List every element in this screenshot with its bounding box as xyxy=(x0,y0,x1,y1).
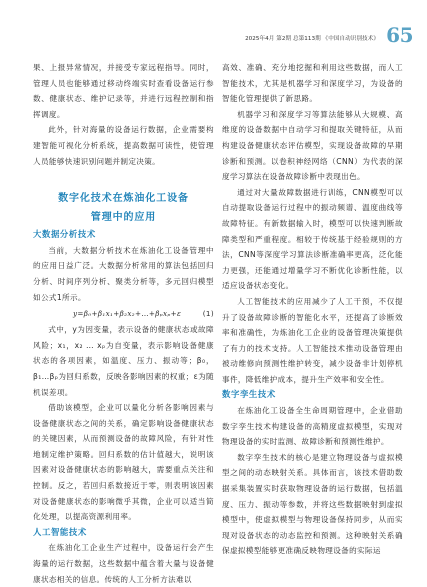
formula-number: (1) xyxy=(202,308,214,318)
formula-expression: y=β₀+β₁x₁+β₂x₂+…+βₚxₚ+ε xyxy=(73,308,182,318)
paragraph: 式中，y为因变量，表示设备的健康状态或故障风险；x₁，x₂ … xₚ为自变量，表示影响设备健康状态的各项因素，如温度、压力、振动等；β₀，β₁…βₚ为回归系数，反映各影响因素的权重；ε为随机误差项。 xyxy=(33,325,214,397)
paragraph: 数字孪生技术的核心是建立物理设备与虚拟模型之间的动态映射关系。具体而言，该技术借助数据采集装置实时获取物理设备的运行数据，包括温度、压力、振动等参数，并将这些数据映射到虚拟模型中，使虚拟模型与物理设备保持同步，从而实现对设备状态的动态监控和预测。这种映射关系确保虚拟模型能够更准确反映物理设备的实际运 xyxy=(222,452,403,556)
regression-formula xyxy=(33,305,214,322)
section-title-digital-twin: 数字孪生技术 xyxy=(222,389,276,400)
article-title xyxy=(33,189,214,227)
paragraph: 机器学习和深度学习等算法能够从大规模、高维度的设备数据中自动学习和提取关键特征，从而构建设备健康状态评估模型，实现设备故障的早期诊断和预测。以卷积神经网络（CNN）为代表的深度学习算法在设备故障诊断中表现出色。 xyxy=(222,109,403,182)
paragraph: 此外，针对海量的设备运行数据，企业需要构建智能可视化分析系统，提高数据可读性，使管理人员能够快速识别问题并制定决策。 xyxy=(33,125,214,166)
paragraph: 高效、准确、充分地挖掘和利用这些数据，而人工智能技术，尤其是机器学习和深度学习，为设备的智能化管理提供了新思路。 xyxy=(222,63,403,104)
section-title-big-data: 大数据分析技术 xyxy=(33,229,96,240)
paragraph: 人工智能技术的应用减少了人工干预，不仅提升了设备故障诊断的智能化水平，还提高了诊断效率和准确性，为炼油化工企业的设备管理决策提供了有力的技术支持。人工智能技术推动设备管理由被动维修向预测性维护转变，减少设备非计划停机事件，降低维护成本，提升生产效率和安全性。 xyxy=(222,296,403,384)
paragraph: 当前，大数据分析技术在炼油化工设备管理中的应用日益广泛。大数据分析常用的算法包括回归分析、时间序列分析、聚类分析等，多元回归模型如公式1所示。 xyxy=(33,245,214,302)
issue-info: 2025年4月 第2期 总第113期 《中国自动识别技术》 xyxy=(245,36,379,42)
paragraph: 借助该模型，企业可以量化分析各影响因素与设备健康状态之间的关系，确定影响设备健康状态的关键因素，从而预测设备的故障风险，有针对性地制定维护策略。回归系数的估计值越大，说明该因素对设备健康状态的影响越大，需要重点关注和控制。反之，若回归系数接近于零，则表明该因素对设备健康状态的影响微乎其微，企业可以适当简化处理，以提高资源利用率。 xyxy=(33,403,214,522)
section-title-ai: 人工智能技术 xyxy=(33,526,87,537)
paragraph: 果、上报异常情况，并接受专家远程指导。同时，管理人员也能够通过移动终端实时查看设备运行参数、健康状态、维护记录等，并进行远程控制和指挥调度。 xyxy=(33,63,214,119)
page-header xyxy=(0,0,427,52)
left-column xyxy=(33,60,214,587)
paragraph: 通过对大量故障数据进行训练，CNN模型可以自动提取设备运行过程中的振动频谱、温度曲线等故障特征。有新数据输入时，模型可以快速判断故障类型和严重程度。相较于传统基于经验规则的方法，CNN等深度学习算法诊断准确率更高，泛化能力更强，还能通过增量学习不断优化诊断性能，以适应设备状态变化。 xyxy=(222,187,403,291)
paragraph: 在炼油化工设备全生命周期管理中，企业借助数字孪生技术构建设备的高精度虚拟模型，实现对物理设备的实时监测、故障诊断和预测性维护。 xyxy=(222,406,403,447)
page-number: 65 xyxy=(386,23,413,47)
paragraph: 在炼油化工企业生产过程中，设备运行会产生海量的运行数据，这些数据中蕴含着大量与设备健康状态相关的信息。传统的人工分析方法难以 xyxy=(33,543,214,584)
article-title-line-2: 管理中的应用 xyxy=(90,212,157,224)
article-title-line-1: 数字化技术在炼油化工设备 xyxy=(58,193,189,205)
right-column xyxy=(222,60,403,559)
